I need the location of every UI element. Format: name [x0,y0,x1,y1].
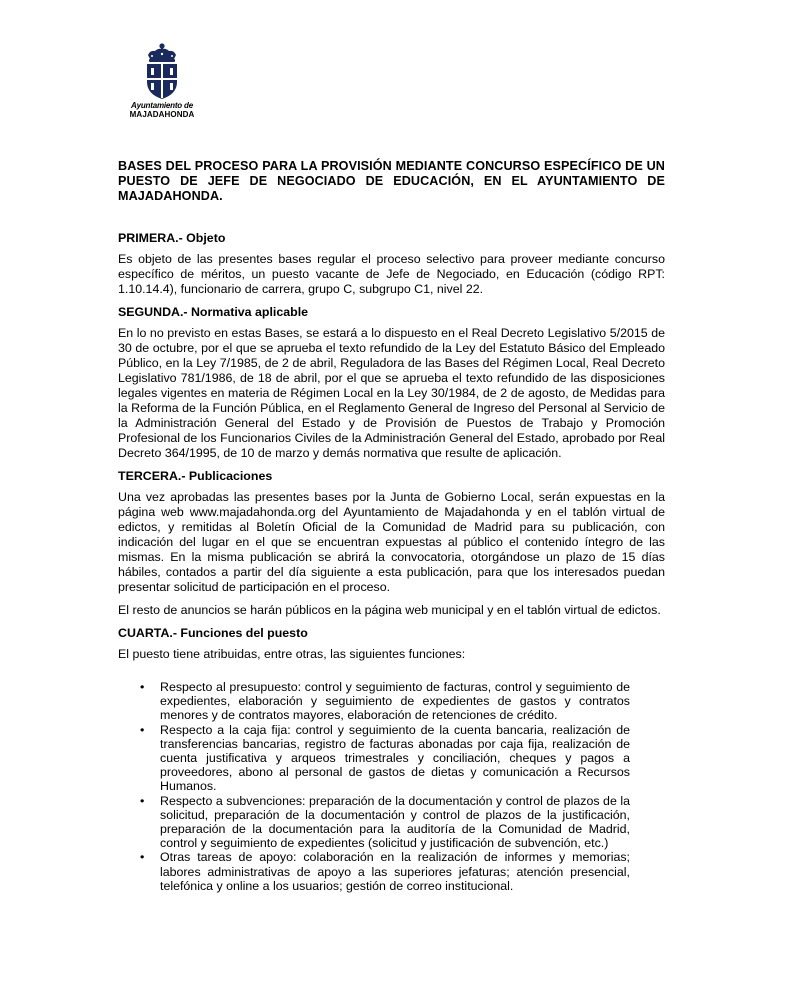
primera-paragraph: Es objeto de las presentes bases regular el proceso selectivo para proveer mediante concurso específico de méritos, un puesto vacante de Jefe de Negociado, en Educación (código RPT: 1.10.14.4), funcionario de carrera, grupo C, subgrupo C1, nivel 22. [118,252,665,296]
heading-cuarta: CUARTA.- Funciones del puesto [118,626,308,640]
function-text-otras-tareas: Otras tareas de apoyo: colaboración en la realización de informes y memorias; labores administrativas de apoyo a las superiores jefaturas; atención presencial, telefónica y online a los usuarios; gestión de correo institucional. [160,850,630,893]
function-text-caja-fija: Respecto a la caja fija: control y seguimiento de la cuenta bancaria, realización de transferencias bancarias, registro de facturas abonadas por caja fija, realización de cuenta justificativa y arqueos trimestrales y conciliación, cheques y pagos a proveedores, abono al personal de gastos de dietas y comunicación a Recursos Humanos. [160,722,630,794]
heading-tercera: TERCERA.- Publicaciones [118,469,273,483]
document-body [118,159,665,893]
logo-line-ayuntamiento: Ayuntamiento de [131,101,193,110]
functions-list [118,680,630,893]
function-text-presupuesto: Respecto al presupuesto: control y seguimiento de facturas, control y seguimiento de expedientes, elaboración y seguimiento de expedientes de gastos y contratos menores y de contratos mayores, elaboración de retenciones de crédito. [160,680,630,723]
list-item [140,680,630,723]
function-text-subvenciones: Respecto a subvenciones: preparación de la documentación y control de plazos de la solicitud, preparación de la documentación y control de plazos de la justificación, preparación de la documentación para la auditoría de la Comunidad de Madrid, control y seguimiento de expedientes (solicitud y justificación de subvención, etc.) [160,793,630,851]
bullet-icon: • [140,722,145,737]
municipal-logo [118,42,206,119]
bullet-icon: • [140,793,145,808]
tercera-paragraph-2: El resto de anuncios se harán públicos en la página web municipal y en el tablón virtual de edictos. [118,603,661,617]
segunda-paragraph: En lo no previsto en estas Bases, se estará a lo dispuesto en el Real Decreto Legislativo 5/2015 de 30 de octubre, por el que se aprueba el texto refundido de la Ley del Estatuto Básico del Empleado Público, en la Ley 7/1985, de 2 de abril, Reguladora de las Bases del Régimen Local, Real Decreto Legislativo 781/1986, de 18 de abril, por el que se aprueba el texto refundido de las disposiciones legales vigentes en materia de Régimen Local en la Ley 30/1984, de 2 de agosto, de Medidas para la Reforma de la Función Pública, en el Reglamento General de Ingreso del Personal al Servicio de la Administración General del Estado y de Provisión de Puestos de Trabajo y Promoción Profesional de los Funcionarios Civiles de la Administración General del Estado, aprobado por Real Decreto 364/1995, de 10 de marzo y demás normativa que resulte de aplicación. [118,326,665,460]
heading-segunda: SEGUNDA.- Normativa aplicable [118,305,309,319]
bullet-icon: • [140,850,145,865]
bullet-icon: • [140,680,145,694]
list-item [140,850,630,893]
majadahonda-crest-icon [142,42,182,100]
logo-line-majadahonda: MAJADAHONDA [129,110,195,119]
tercera-paragraph-1: Una vez aprobadas las presentes bases por la Junta de Gobierno Local, serán expuestas en la página web www.majadahonda.org del Ayuntamiento de Majadahonda y en el tablón virtual de edictos, y remitidas al Boletín Oficial de la Comunidad de Madrid para su publicación, con indicación del lugar en el que se encuentran expuestas al público el contenido íntegro de las mismas. En la misma publicación se abrirá la convocatoria, otorgándose un plazo de 15 días hábiles, contados a partir del día siguiente a esta publicación, para que los interesados puedan presentar solicitud de participación en el proceso. [118,490,665,594]
document-title: BASES DEL PROCESO PARA LA PROVISIÓN MEDIANTE CONCURSO ESPECÍFICO DE UN PUESTO DE JEFE DE NEGOCIADO DE EDUCACIÓN, EN EL AYUNTAMIENTO DE MAJADAHONDA. [118,159,665,203]
heading-primera: PRIMERA.- Objeto [118,231,226,245]
list-item [140,794,630,851]
list-item [140,723,630,794]
cuarta-intro: El puesto tiene atribuidas, entre otras, las siguientes funciones: [118,647,466,661]
